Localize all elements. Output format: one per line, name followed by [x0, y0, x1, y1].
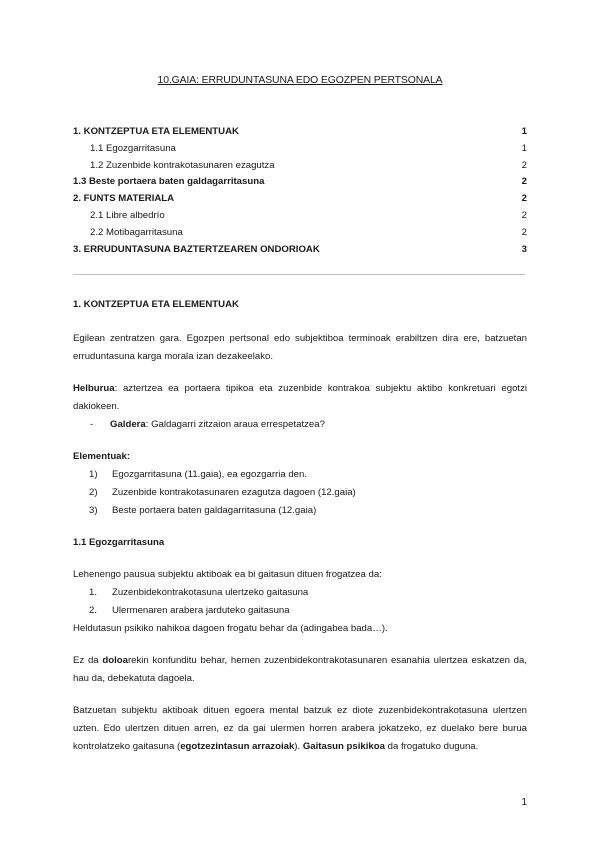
elementuak-list — [73, 466, 527, 520]
toc-entry-page: 1 — [521, 142, 527, 154]
toc-entry-label: 1. KONTZEPTUA ETA ELEMENTUAK — [73, 126, 239, 137]
toc-entry-page: 3 — [521, 243, 527, 255]
gaitasun-list — [73, 584, 527, 620]
helburua-label: Helburua — [73, 383, 115, 394]
list-text: Beste portaera baten galdagarritasuna (12.gaia) — [112, 505, 317, 516]
document-title: 10.GAIA: ERRUDUNTASUNA EDO EGOZPEN PERTSONALA — [157, 75, 443, 86]
toc-entry-label: 3. ERRUDUNTASUNA BAZTERTZEAREN ONDORIOAK — [73, 243, 320, 255]
list-item — [89, 484, 527, 502]
galdera-label: Galdera — [110, 419, 146, 430]
divider-line — [73, 274, 525, 275]
page-number: 1 — [521, 797, 527, 808]
list-item — [89, 584, 527, 602]
toc-entry[interactable] — [73, 208, 527, 225]
toc-entry-page: 2 — [521, 159, 527, 171]
toc-entry[interactable] — [73, 174, 527, 191]
toc-entry-page: 2 — [521, 209, 527, 221]
list-text: Zuzenbidekontrakotasuna ulertzeko gaitasuna — [112, 587, 309, 598]
gaitasun-psikikoa-paragraph — [73, 702, 527, 756]
list-number: 3) — [89, 505, 98, 516]
toc-entry-page: 2 — [521, 176, 527, 188]
section-1-1-lead: Lehenengo pausua subjektu aktiboak ea bi gaitasun dituen frogatzea da: — [73, 569, 382, 580]
table-of-contents — [73, 124, 527, 258]
toc-entry-page: 1 — [521, 126, 527, 137]
text-run: da frogatuko duguna. — [384, 741, 479, 752]
text-run: Ez da — [73, 655, 103, 666]
list-number: 1) — [89, 469, 98, 480]
document-body — [73, 296, 527, 756]
helburua-text: : aztertzea ea portaera tipikoa eta zuzenbide kontrakoa subjektu aktibo konkretuari egotzi dakiokeen. — [73, 383, 527, 412]
doloa-paragraph — [73, 652, 527, 688]
toc-entry-label: 2. FUNTS MATERIALA — [73, 193, 175, 205]
toc-entry[interactable] — [73, 225, 527, 242]
toc-entry-label: 1.3 Beste portaera baten galdagarritasuna — [73, 176, 265, 188]
toc-entry[interactable] — [73, 242, 527, 259]
text-run: ). — [294, 741, 303, 752]
egotzezintasun-term: egotzezintasun arrazoiak — [180, 741, 295, 752]
list-text: Egozgarritasuna (11.gaia), ea egozgarria den. — [112, 469, 308, 480]
list-number: 1. — [89, 587, 98, 598]
list-number: 2. — [89, 605, 98, 616]
text-run: Batzuetan subjektu aktiboak dituen egoera mental batzuk ez diote zuzenbidekontrakotasuna ulertzen uzten. Edo ulertzen dituen arren, ez da gai ulermen horren arabera jokatzeko, ez duelako bere burua kontrolatzeko gaitasuna ( — [73, 705, 527, 752]
toc-entry-label: 1.2 Zuzenbide kontrakotasunaren ezagutza — [90, 159, 275, 171]
toc-entry[interactable] — [73, 141, 527, 158]
elementuak-heading: Elementuak: — [73, 451, 131, 462]
list-text: Zuzenbide kontrakotasunaren ezagutza dagoen (12.gaia) — [112, 487, 356, 498]
toc-entry[interactable] — [73, 124, 527, 141]
list-text: Ulermenaren arabera jarduteko gaitasuna — [112, 605, 290, 616]
toc-entry-label: 2.1 Libre albedrío — [90, 209, 165, 221]
helburua-paragraph — [73, 380, 527, 416]
toc-entry[interactable] — [73, 158, 527, 175]
toc-entry[interactable] — [73, 191, 527, 208]
galdera-text: : Galdagarri zitzaion araua errespetatzea? — [145, 419, 325, 430]
section-1-1-heading: 1.1 Egozgarritasuna — [73, 537, 165, 548]
dash-marker: - — [90, 419, 94, 430]
list-item — [89, 502, 527, 520]
toc-entry-label: 2.2 Motibagarritasuna — [90, 226, 183, 238]
list-number: 2) — [89, 487, 98, 498]
list-item — [89, 602, 527, 620]
list-item — [89, 466, 527, 484]
section-1-intro: Egilean zentratzen gara. Egozpen pertsonal edo subjektiboa terminoak erabiltzen dira ere, batzuetan erruduntasuna karga morala izan dezakeelako. — [73, 333, 527, 362]
text-run: rekin konfunditu behar, hemen zuzenbidekontrakotasunaren esanahia ulertzea eskatzen da, hau da, debekatuta dagoela. — [73, 655, 527, 684]
toc-entry-label: 1.1 Egozgarritasuna — [90, 142, 176, 154]
toc-entry-page: 2 — [521, 226, 527, 238]
heldutasun-paragraph: Heldutasun psikiko nahikoa dagoen frogatu behar da (adingabea bada…). — [73, 623, 388, 634]
toc-entry-page: 2 — [521, 193, 527, 205]
doloa-term: doloa — [102, 655, 128, 666]
section-1-heading: 1. KONTZEPTUA ETA ELEMENTUAK — [73, 299, 239, 310]
galdera-list-item — [90, 416, 527, 434]
gaitasun-psikikoa-term: Gaitasun psikikoa — [302, 741, 385, 752]
